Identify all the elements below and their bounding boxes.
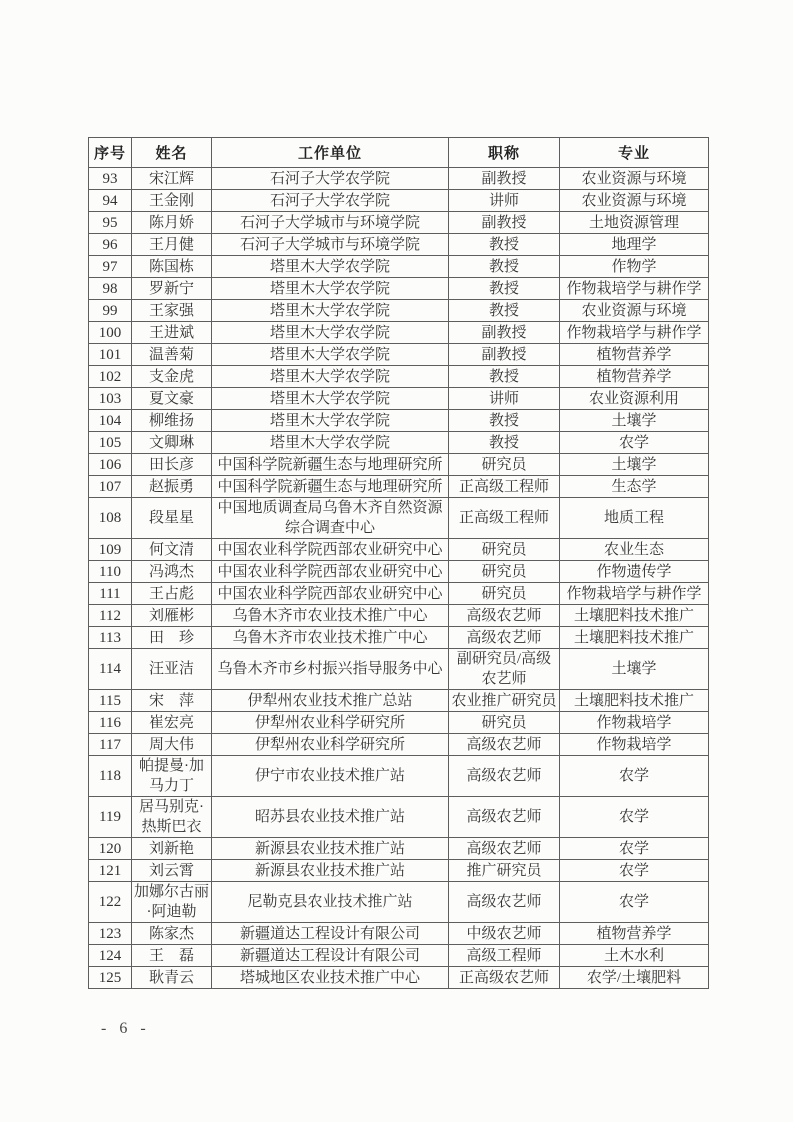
cell-serial-number: 118 [89,756,132,797]
cell-job-title: 副教授 [449,344,560,366]
cell-job-title: 高级农艺师 [449,605,560,627]
cell-job-title: 高级农艺师 [449,627,560,649]
cell-major: 农学 [560,860,709,882]
cell-name: 周大伟 [132,734,212,756]
cell-major: 作物栽培学与耕作学 [560,583,709,605]
cell-major: 作物栽培学 [560,734,709,756]
table-row [89,366,709,388]
table-row [89,539,709,561]
cell-work-unit: 新疆道达工程设计有限公司 [212,923,449,945]
cell-job-title: 研究员 [449,712,560,734]
cell-serial-number: 125 [89,967,132,989]
table-row [89,234,709,256]
cell-work-unit: 塔里木大学农学院 [212,344,449,366]
cell-job-title: 高级农艺师 [449,734,560,756]
cell-job-title: 讲师 [449,190,560,212]
cell-work-unit: 新源县农业技术推广站 [212,860,449,882]
cell-job-title: 副研究员/高级农艺师 [449,649,560,690]
cell-serial-number: 107 [89,476,132,498]
cell-name: 宋 萍 [132,690,212,712]
cell-major: 农业资源与环境 [560,168,709,190]
cell-job-title: 教授 [449,234,560,256]
page-number: - 6 - [101,1020,147,1037]
cell-work-unit: 塔里木大学农学院 [212,388,449,410]
cell-name: 居马别克·热斯巴衣 [132,797,212,838]
cell-serial-number: 106 [89,454,132,476]
table-row [89,322,709,344]
cell-work-unit: 石河子大学城市与环境学院 [212,234,449,256]
cell-job-title: 教授 [449,410,560,432]
cell-major: 作物遗传学 [560,561,709,583]
cell-serial-number: 93 [89,168,132,190]
cell-serial-number: 97 [89,256,132,278]
cell-serial-number: 111 [89,583,132,605]
table-row [89,649,709,690]
cell-serial-number: 109 [89,539,132,561]
cell-job-title: 副教授 [449,322,560,344]
cell-major: 土木水利 [560,945,709,967]
cell-job-title: 研究员 [449,583,560,605]
cell-job-title: 高级农艺师 [449,882,560,923]
table-row [89,838,709,860]
cell-job-title: 副教授 [449,212,560,234]
cell-major: 农业生态 [560,539,709,561]
cell-name: 耿青云 [132,967,212,989]
cell-serial-number: 117 [89,734,132,756]
cell-name: 冯鸿杰 [132,561,212,583]
cell-serial-number: 98 [89,278,132,300]
cell-name: 夏文豪 [132,388,212,410]
cell-major: 作物栽培学与耕作学 [560,322,709,344]
cell-job-title: 教授 [449,366,560,388]
cell-job-title: 中级农艺师 [449,923,560,945]
cell-serial-number: 108 [89,498,132,539]
cell-major: 土壤学 [560,454,709,476]
cell-serial-number: 122 [89,882,132,923]
cell-serial-number: 114 [89,649,132,690]
cell-work-unit: 伊犁州农业技术推广总站 [212,690,449,712]
cell-name: 加娜尔古丽·阿迪勒 [132,882,212,923]
cell-work-unit: 塔里木大学农学院 [212,300,449,322]
cell-work-unit: 塔里木大学农学院 [212,278,449,300]
table-row [89,300,709,322]
cell-name: 罗新宁 [132,278,212,300]
cell-name: 刘新艳 [132,838,212,860]
cell-serial-number: 101 [89,344,132,366]
cell-major: 农业资源与环境 [560,190,709,212]
cell-major: 作物学 [560,256,709,278]
cell-work-unit: 塔里木大学农学院 [212,322,449,344]
cell-work-unit: 昭苏县农业技术推广站 [212,797,449,838]
cell-work-unit: 中国科学院新疆生态与地理研究所 [212,476,449,498]
cell-job-title: 讲师 [449,388,560,410]
cell-job-title: 教授 [449,432,560,454]
cell-major: 土地资源管理 [560,212,709,234]
column-header-name: 姓名 [132,138,212,168]
cell-major: 土壤肥料技术推广 [560,605,709,627]
cell-work-unit: 塔里木大学农学院 [212,432,449,454]
cell-name: 柳维扬 [132,410,212,432]
cell-job-title: 高级农艺师 [449,797,560,838]
cell-serial-number: 105 [89,432,132,454]
table-row [89,627,709,649]
cell-name: 支金虎 [132,366,212,388]
cell-name: 刘雁彬 [132,605,212,627]
cell-work-unit: 新源县农业技术推广站 [212,838,449,860]
cell-job-title: 研究员 [449,561,560,583]
cell-major: 植物营养学 [560,923,709,945]
cell-major: 农学 [560,838,709,860]
cell-serial-number: 96 [89,234,132,256]
cell-major: 土壤肥料技术推广 [560,627,709,649]
cell-major: 地质工程 [560,498,709,539]
table-row [89,967,709,989]
table-row [89,454,709,476]
cell-name: 陈国栋 [132,256,212,278]
table-row [89,860,709,882]
cell-job-title: 正高级农艺师 [449,967,560,989]
cell-major: 生态学 [560,476,709,498]
cell-work-unit: 塔里木大学农学院 [212,256,449,278]
cell-major: 土壤肥料技术推广 [560,690,709,712]
cell-serial-number: 115 [89,690,132,712]
cell-name: 段星星 [132,498,212,539]
cell-work-unit: 石河子大学农学院 [212,168,449,190]
cell-name: 王 磊 [132,945,212,967]
cell-name: 温善菊 [132,344,212,366]
cell-work-unit: 伊犁州农业科学研究所 [212,734,449,756]
cell-job-title: 高级农艺师 [449,838,560,860]
cell-name: 陈月娇 [132,212,212,234]
cell-serial-number: 112 [89,605,132,627]
cell-major: 作物栽培学 [560,712,709,734]
table-row [89,388,709,410]
cell-job-title: 研究员 [449,539,560,561]
table-row [89,945,709,967]
cell-work-unit: 中国农业科学院西部农业研究中心 [212,583,449,605]
cell-major: 地理学 [560,234,709,256]
cell-major: 植物营养学 [560,344,709,366]
cell-name: 宋江辉 [132,168,212,190]
table-row [89,476,709,498]
cell-name: 何文清 [132,539,212,561]
cell-serial-number: 119 [89,797,132,838]
table-row [89,605,709,627]
cell-name: 王进斌 [132,322,212,344]
cell-work-unit: 伊犁州农业科学研究所 [212,712,449,734]
cell-work-unit: 石河子大学城市与环境学院 [212,212,449,234]
cell-serial-number: 102 [89,366,132,388]
cell-job-title: 高级工程师 [449,945,560,967]
cell-name: 崔宏亮 [132,712,212,734]
cell-job-title: 高级农艺师 [449,756,560,797]
table-row [89,190,709,212]
table-row [89,344,709,366]
cell-name: 王占彪 [132,583,212,605]
cell-name: 王月健 [132,234,212,256]
table-row [89,498,709,539]
column-header-serial-number: 序号 [89,138,132,168]
cell-major: 植物营养学 [560,366,709,388]
cell-major: 农学 [560,882,709,923]
table-row [89,583,709,605]
cell-major: 农学 [560,756,709,797]
cell-name: 赵振勇 [132,476,212,498]
cell-work-unit: 尼勒克县农业技术推广站 [212,882,449,923]
cell-serial-number: 110 [89,561,132,583]
cell-serial-number: 121 [89,860,132,882]
cell-work-unit: 新疆道达工程设计有限公司 [212,945,449,967]
cell-name: 刘云霄 [132,860,212,882]
column-header-job-title: 职称 [449,138,560,168]
table-body [89,168,709,989]
personnel-table [88,137,709,989]
cell-job-title: 副教授 [449,168,560,190]
cell-major: 作物栽培学与耕作学 [560,278,709,300]
cell-job-title: 教授 [449,278,560,300]
table-row [89,690,709,712]
table-row [89,168,709,190]
cell-major: 农学 [560,797,709,838]
cell-name: 田长彦 [132,454,212,476]
cell-name: 王金刚 [132,190,212,212]
table-row [89,734,709,756]
cell-major: 农学 [560,432,709,454]
table-row [89,561,709,583]
table-header-row [89,138,709,168]
cell-work-unit: 乌鲁木齐市农业技术推广中心 [212,627,449,649]
cell-work-unit: 中国科学院新疆生态与地理研究所 [212,454,449,476]
cell-work-unit: 塔城地区农业技术推广中心 [212,967,449,989]
cell-job-title: 教授 [449,300,560,322]
cell-major: 农学/土壤肥料 [560,967,709,989]
cell-major: 农业资源与环境 [560,300,709,322]
cell-major: 土壤学 [560,410,709,432]
cell-work-unit: 石河子大学农学院 [212,190,449,212]
cell-work-unit: 塔里木大学农学院 [212,366,449,388]
cell-job-title: 研究员 [449,454,560,476]
column-header-work-unit: 工作单位 [212,138,449,168]
table-row [89,278,709,300]
cell-name: 田 珍 [132,627,212,649]
table-row [89,712,709,734]
cell-serial-number: 95 [89,212,132,234]
cell-job-title: 推广研究员 [449,860,560,882]
table-row [89,410,709,432]
cell-work-unit: 塔里木大学农学院 [212,410,449,432]
table-row [89,756,709,797]
cell-job-title: 正高级工程师 [449,476,560,498]
cell-job-title: 正高级工程师 [449,498,560,539]
table-row [89,882,709,923]
column-header-major: 专业 [560,138,709,168]
cell-name: 王家强 [132,300,212,322]
cell-job-title: 农业推广研究员 [449,690,560,712]
cell-serial-number: 94 [89,190,132,212]
table-row [89,923,709,945]
table-row [89,432,709,454]
cell-work-unit: 中国农业科学院西部农业研究中心 [212,561,449,583]
table-row [89,212,709,234]
cell-major: 农业资源利用 [560,388,709,410]
table-row [89,256,709,278]
cell-serial-number: 103 [89,388,132,410]
cell-name: 汪亚洁 [132,649,212,690]
cell-name: 文卿琳 [132,432,212,454]
cell-serial-number: 100 [89,322,132,344]
cell-serial-number: 104 [89,410,132,432]
cell-name: 陈家杰 [132,923,212,945]
cell-work-unit: 中国地质调查局乌鲁木齐自然资源综合调查中心 [212,498,449,539]
cell-job-title: 教授 [449,256,560,278]
cell-work-unit: 乌鲁木齐市乡村振兴指导服务中心 [212,649,449,690]
cell-serial-number: 120 [89,838,132,860]
cell-serial-number: 124 [89,945,132,967]
cell-major: 土壤学 [560,649,709,690]
table-row [89,797,709,838]
cell-work-unit: 伊宁市农业技术推广站 [212,756,449,797]
cell-work-unit: 乌鲁木齐市农业技术推广中心 [212,605,449,627]
cell-serial-number: 123 [89,923,132,945]
cell-serial-number: 99 [89,300,132,322]
cell-serial-number: 116 [89,712,132,734]
cell-serial-number: 113 [89,627,132,649]
cell-name: 帕提曼·加马力丁 [132,756,212,797]
cell-work-unit: 中国农业科学院西部农业研究中心 [212,539,449,561]
